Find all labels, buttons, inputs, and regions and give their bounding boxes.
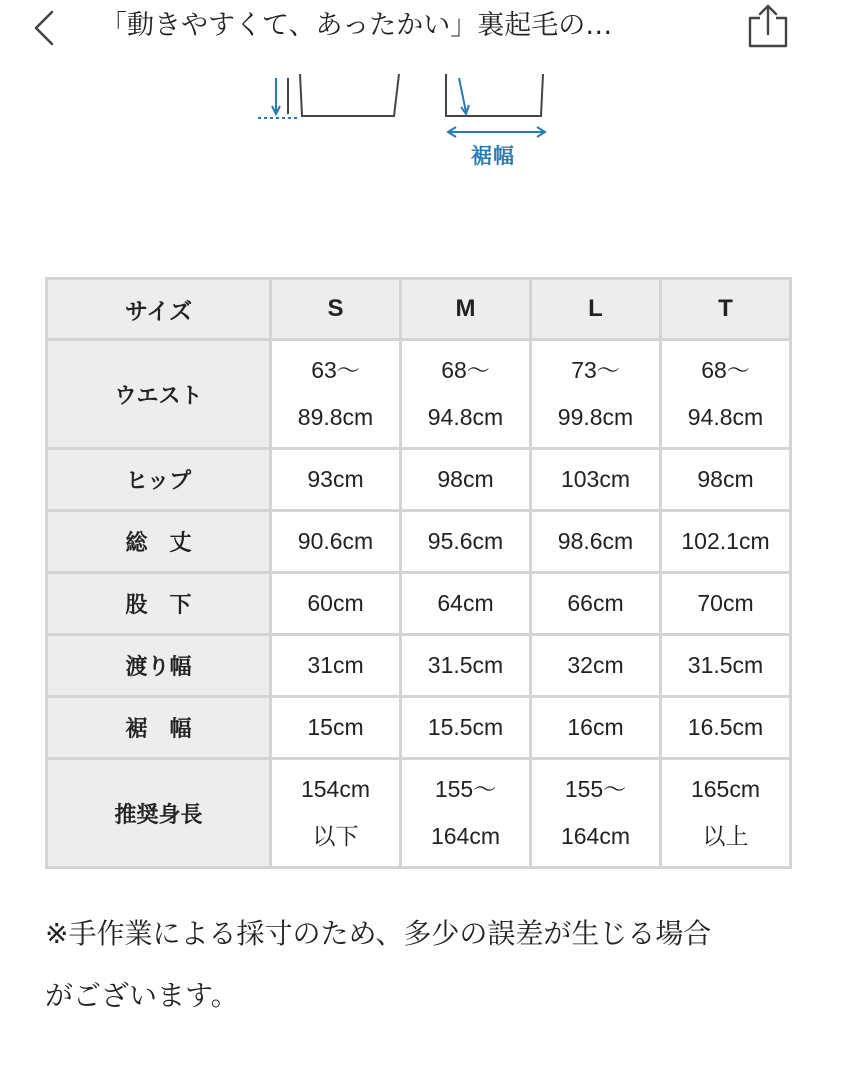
top-bar [0,0,846,56]
table-cell: 31.5cm [661,635,791,697]
table-cell: 60cm [271,573,401,635]
row-label: 推奨身長 [47,759,271,868]
row-label: 裾 幅 [47,697,271,759]
table-cell: 98cm [401,449,531,511]
table-cell: 63〜 89.8cm [271,340,401,449]
chevron-left-icon [26,6,66,50]
row-label: 渡り幅 [47,635,271,697]
table-cell: 165cm 以上 [661,759,791,868]
size-col-s: S [271,279,401,340]
share-icon [744,2,792,50]
table-row-hem-width [47,697,791,759]
table-cell: 68〜 94.8cm [401,340,531,449]
table-cell: 90.6cm [271,511,401,573]
table-cell: 154cm 以下 [271,759,401,868]
table-cell: 31cm [271,635,401,697]
table-cell: 73〜 99.8cm [531,340,661,449]
table-cell: 15.5cm [401,697,531,759]
note-line: がございます。 [45,979,239,1012]
measurement-diagram [0,56,846,186]
table-cell: 31.5cm [401,635,531,697]
hem-width-label: 裾幅 [471,144,515,168]
table-cell: 66cm [531,573,661,635]
table-cell: 16cm [531,697,661,759]
row-label: 総 丈 [47,511,271,573]
table-cell: 155〜 164cm [531,759,661,868]
row-label: ウエスト [47,340,271,449]
row-label: 股 下 [47,573,271,635]
pants-hem-illustration [0,56,846,186]
back-button[interactable] [26,6,66,50]
table-row-inseam [47,573,791,635]
table-row-total-length [47,511,791,573]
table-cell: 64cm [401,573,531,635]
table-cell: 32cm [531,635,661,697]
table-cell: 98cm [661,449,791,511]
table-row-thigh-width [47,635,791,697]
table-cell: 155〜 164cm [401,759,531,868]
measurement-note [45,903,815,1027]
table-cell: 70cm [661,573,791,635]
size-col-m: M [401,279,531,340]
table-cell: 95.6cm [401,511,531,573]
size-chart-table [45,277,792,869]
table-row-hip [47,449,791,511]
size-col-t: T [661,279,791,340]
table-row-recommended-height [47,759,791,868]
table-cell: 68〜 94.8cm [661,340,791,449]
table-header-row [47,279,791,340]
note-line: ※手作業による採寸のため、多少の誤差が生じる場合 [45,917,712,950]
table-row-waist [47,340,791,449]
page-title: 「動きやすくて、あったかい」裏起毛の… [100,10,613,41]
size-header-label: サイズ [47,279,271,340]
row-label: ヒップ [47,449,271,511]
table-cell: 15cm [271,697,401,759]
share-button[interactable] [744,2,792,50]
table-cell: 93cm [271,449,401,511]
size-col-l: L [531,279,661,340]
table-cell: 98.6cm [531,511,661,573]
table-cell: 102.1cm [661,511,791,573]
table-cell: 16.5cm [661,697,791,759]
table-cell: 103cm [531,449,661,511]
